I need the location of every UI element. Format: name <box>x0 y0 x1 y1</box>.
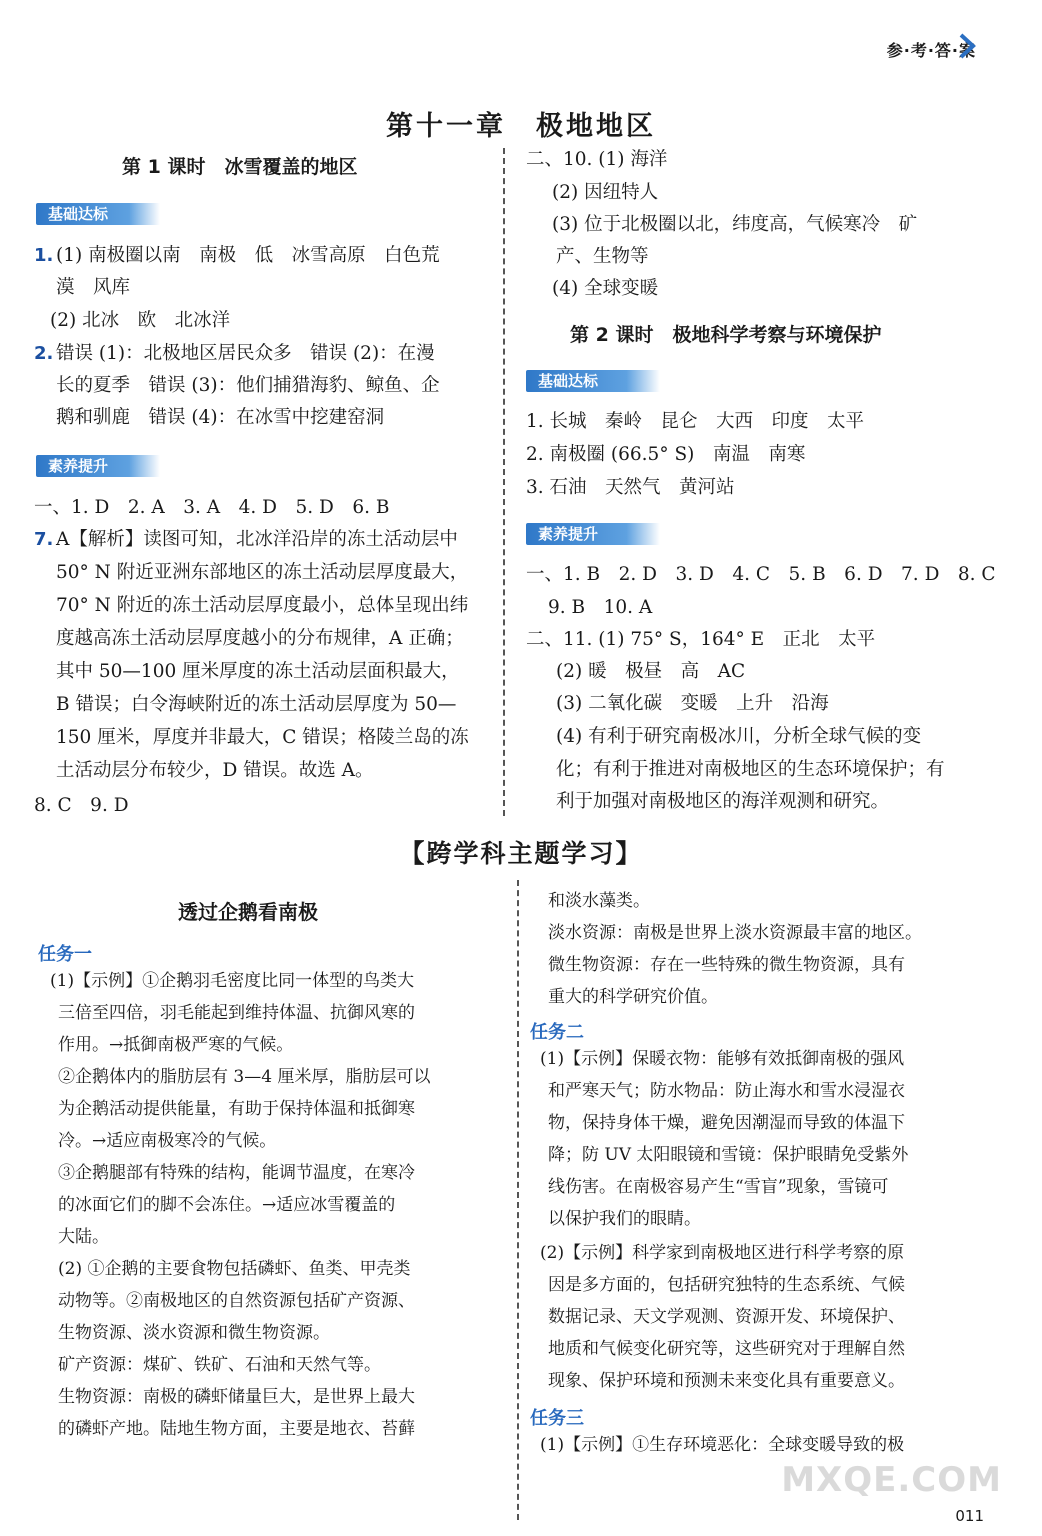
task1-line-4: ②企鹅体内的脂肪层有 3—4 厘米厚，脂肪层可以 <box>58 1067 431 1087</box>
task3-line-1: (1)【示例】①生存环境恶化：全球变暖导致的极 <box>540 1435 905 1455</box>
task1-line-2: 三倍至四倍，羽毛能起到维持体温、抗御风寒的 <box>58 1003 415 1023</box>
right-top-line-4: 重大的科学研究价值。 <box>548 987 718 1007</box>
lesson2-basic-3: 3. 石油 天然气 黄河站 <box>526 477 735 498</box>
q2-line-1: 错误 (1)：北极地区居民众多 错误 (2)：在漫 <box>56 343 435 364</box>
lesson1-title: 第 1 课时 冰雪覆盖的地区 <box>122 156 358 178</box>
badge-advanced-2: 素养提升 <box>526 523 660 545</box>
task2-line-5: 线伤害。在南极容易产生“雪盲”现象，雪镜可 <box>548 1177 889 1197</box>
q11-head: 二、11. (1) 75° S，164° E 正北 太平 <box>526 629 876 650</box>
q10-line-3: 产、生物等 <box>556 246 649 267</box>
badge-basic-2: 基础达标 <box>526 370 660 392</box>
q7-line-8: 土活动层分布较少，D 错误。故选 A。 <box>56 760 374 781</box>
task1-line-15: 的磷虾产地。陆地生物方面，主要是地衣、苔藓 <box>58 1419 415 1439</box>
task2-line-10: 地质和气候变化研究等，这些研究对于理解自然 <box>548 1339 905 1359</box>
task1-line-13: 矿产资源：煤矿、铁矿、石油和天然气等。 <box>58 1355 381 1375</box>
task1-line-1: (1)【示例】①企鹅羽毛密度比同一体型的鸟类大 <box>50 971 415 991</box>
q7-number: 7. <box>34 529 54 550</box>
task1-line-10: (2) ①企鹅的主要食物包括磷虾、鱼类、甲壳类 <box>58 1259 411 1279</box>
q11-line-1: (2) 暖 极昼 高 AC <box>556 661 746 682</box>
badge-advanced-1: 素养提升 <box>36 455 160 477</box>
task1-label: 任务一 <box>38 944 92 965</box>
cross-subtitle: 透过企鹅看南极 <box>178 900 318 924</box>
task1-line-8: 的冰面它们的脚不会冻住。→适应冰雪覆盖的 <box>58 1195 396 1215</box>
header-label: 参·考·答·案 <box>886 41 976 60</box>
task2-line-1: (1)【示例】保暖衣物：能够有效抵御南极的强风 <box>540 1049 905 1069</box>
task2-line-9: 数据记录、天文学观测、资源开发、环境保护、 <box>548 1307 905 1327</box>
task2-line-11: 现象、保护环境和预测未来变化具有重要意义。 <box>548 1371 905 1391</box>
task1-line-5: 为企鹅活动提供能量，有助于保持体温和抵御寒 <box>58 1099 415 1119</box>
task2-label: 任务二 <box>530 1022 584 1043</box>
q2-line-3: 鹅和驯鹿 错误 (4)：在冰雪中挖建窑洞 <box>56 407 385 428</box>
q11-line-5: 利于加强对南极地区的海洋观测和研究。 <box>556 791 890 812</box>
page-number: 011 <box>955 1507 984 1525</box>
task1-line-6: 冷。→适应南极寒冷的气候。 <box>58 1131 277 1151</box>
task2-line-2: 和严寒天气；防水物品：防止海水和雪水浸湿衣 <box>548 1081 905 1101</box>
badge-basic-1: 基础达标 <box>36 203 160 225</box>
task1-line-3: 作用。→抵御南极严寒的气候。 <box>58 1035 294 1055</box>
q11-line-3: (4) 有利于研究南极冰川，分析全球气候的变 <box>556 726 922 747</box>
q10-head: 二、10. (1) 海洋 <box>526 149 668 170</box>
q7-line-5: 其中 50—100 厘米厚度的冻土活动层面积最大， <box>56 661 460 682</box>
column-divider-bottom <box>517 880 519 1520</box>
task2-line-3: 物，保持身体干燥，避免因潮湿而导致的体温下 <box>548 1113 905 1133</box>
task1-line-14: 生物资源：南极的磷虾储量巨大，是世界上最大 <box>58 1387 415 1407</box>
q1-line-1: (1) 南极圈以南 南极 低 冰雪高原 白色荒 <box>56 245 440 266</box>
q10-line-2: (3) 位于北极圈以北，纬度高，气候寒冷 矿 <box>552 214 918 235</box>
task2-line-7: (2)【示例】科学家到南极地区进行科学考察的原 <box>540 1243 905 1263</box>
task2-line-4: 降；防 UV 太阳眼镜和雪镜：保护眼睛免受紫外 <box>548 1145 909 1165</box>
q2-line-2: 长的夏季 错误 (3)：他们捕猎海豹、鲸鱼、企 <box>56 375 440 396</box>
task1-line-11: 动物等。②南极地区的自然资源包括矿产资源、 <box>58 1291 415 1311</box>
q2-number: 2. <box>34 343 54 364</box>
mc-answers-1: 一、1. D 2. A 3. A 4. D 5. D 6. B <box>34 497 390 518</box>
q11-line-4: 化；有利于推进对南极地区的生态环境保护；有 <box>556 759 945 780</box>
lesson2-title: 第 2 课时 极地科学考察与环境保护 <box>570 324 882 346</box>
column-divider-top <box>503 148 505 816</box>
q1-line-3: (2) 北冰 欧 北冰洋 <box>50 310 231 331</box>
task1-line-12: 生物资源、淡水资源和微生物资源。 <box>58 1323 330 1343</box>
chapter-title: 第十一章 极地地区 <box>386 111 656 142</box>
right-top-line-3: 微生物资源：存在一些特殊的微生物资源，具有 <box>548 955 905 975</box>
q7-line-7: 150 厘米，厚度并非最大，C 错误；格陵兰岛的冻 <box>56 727 469 748</box>
task1-line-9: 大陆。 <box>58 1227 109 1247</box>
q7-line-6: B 错误；白令海峡附近的冻土活动层厚度为 50— <box>56 694 457 715</box>
lesson2-mc-2: 9. B 10. A <box>548 597 653 618</box>
cross-subject-banner: 【跨学科主题学习】 <box>399 839 643 868</box>
q8-9-answers: 8. C 9. D <box>34 795 129 816</box>
lesson2-basic-1: 1. 长城 秦岭 昆仑 大西 印度 太平 <box>526 411 865 432</box>
q7-line-4: 度越高冻土活动层厚度越小的分布规律，A 正确； <box>56 628 464 649</box>
task2-line-8: 因是多方面的，包括研究独特的生态系统、气候 <box>548 1275 905 1295</box>
q7-line-1: A【解析】读图可知，北冰洋沿岸的冻土活动层中 <box>56 529 458 550</box>
q11-line-2: (3) 二氧化碳 变暖 上升 沿海 <box>556 693 829 714</box>
q10-line-1: (2) 因纽特人 <box>552 182 659 203</box>
q7-line-3: 70° N 附近的冻土活动层厚度最小，总体呈现出纬 <box>56 595 469 616</box>
lesson2-mc-1: 一、1. B 2. D 3. D 4. C 5. B 6. D 7. D 8. C <box>526 564 996 585</box>
chevron-right-icon <box>956 33 978 59</box>
task1-line-7: ③企鹅腿部有特殊的结构，能调节温度，在寒冷 <box>58 1163 415 1183</box>
task3-label: 任务三 <box>530 1408 584 1429</box>
q7-line-2: 50° N 附近亚洲东部地区的冻土活动层厚度最大， <box>56 562 469 583</box>
q1-line-2: 漠 风库 <box>56 277 131 298</box>
q10-line-4: (4) 全球变暖 <box>552 278 659 299</box>
q1-number: 1. <box>34 245 54 266</box>
lesson2-basic-2: 2. 南极圈 (66.5° S) 南温 南寒 <box>526 444 806 465</box>
right-top-line-2: 淡水资源：南极是世界上淡水资源最丰富的地区。 <box>548 923 922 943</box>
right-top-line-1: 和淡水藻类。 <box>548 891 650 911</box>
task2-line-6: 以保护我们的眼睛。 <box>548 1209 701 1229</box>
watermark-logo: MXQE.COM <box>781 1460 1002 1500</box>
